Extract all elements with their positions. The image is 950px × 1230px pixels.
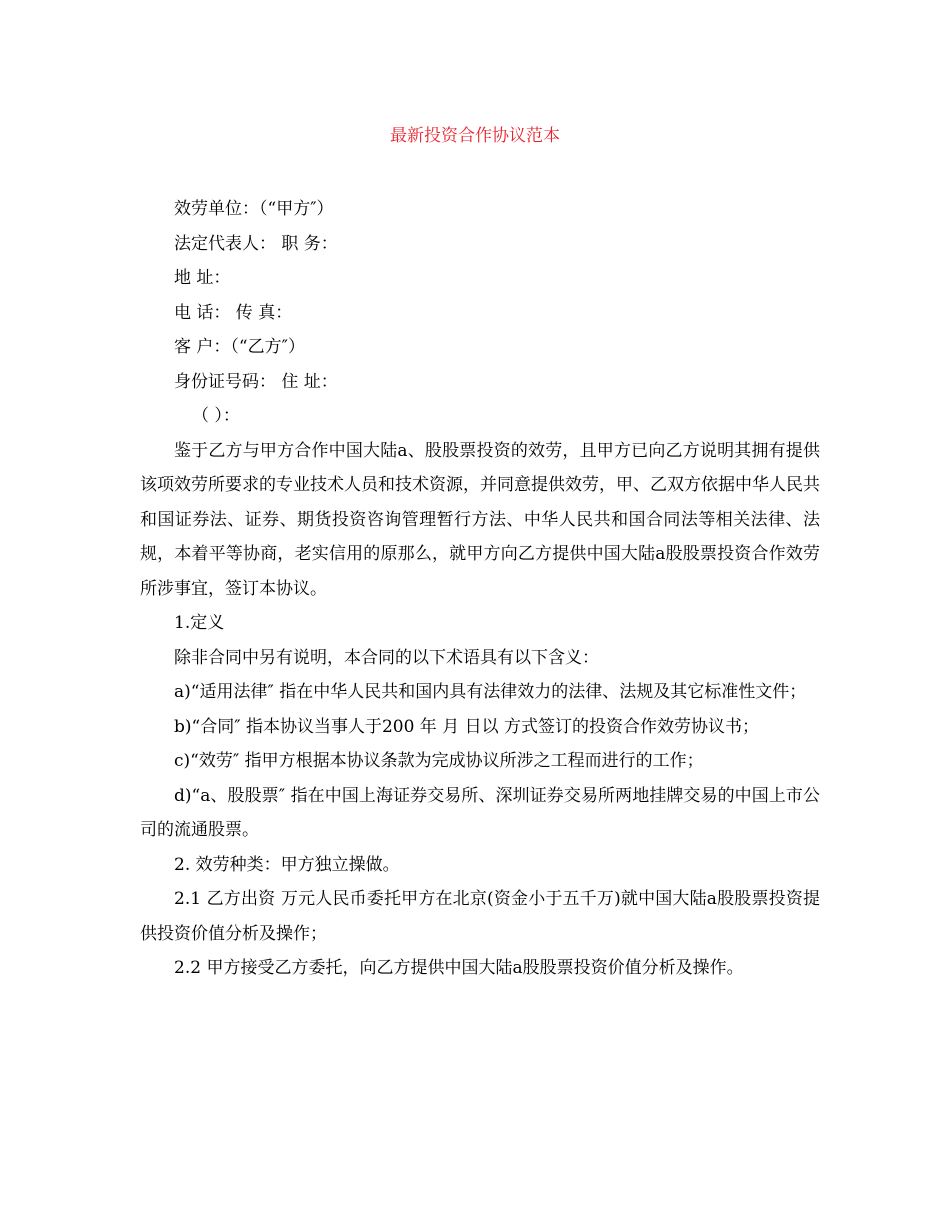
- section-heading-definitions: 1.定义: [174, 613, 225, 633]
- field-blank: （ ）：: [192, 406, 240, 426]
- paragraph-definitions-intro: 除非合同中另有说明，本合同的以下术语具有以下含义：: [174, 647, 599, 668]
- field-phone-fax: 电 话： 传 真：: [174, 302, 293, 323]
- paragraph-preamble: 鉴于乙方与甲方合作中国大陆a、股股票投资的效劳，且甲方已向乙方说明其拥有提供该项效劳所要求的专业技术人员和技术资源，并同意提供效劳，甲、乙双方依据中华人民共和国证券法、证券、期货投资咨询管理暂行方法、中华人民共和国合同法等相关法律、法规，本着平等协商，老实信用的原那么，就甲方向乙方提供中国大陆a股股票投资合作效劳所涉事宜，签订本协议。: [140, 440, 820, 599]
- definition-applicable-law: a)“适用法律″ 指在中华人民共和国内具有法律效力的法律、法规及其它标准性文件；: [174, 682, 807, 702]
- definition-service: c)“效劳″ 指甲方根据本协议条款为完成协议所涉之工程而进行的工作；: [174, 751, 704, 771]
- field-id-number: 身份证号码： 住 址：: [174, 371, 338, 392]
- clause-2-2: 2.2 甲方接受乙方委托，向乙方提供中国大陆a股股票投资价值分析及操作。: [174, 958, 744, 978]
- field-legal-representative: 法定代表人： 职 务：: [174, 233, 338, 254]
- clause-2-1: 2.1 乙方出资 万元人民币委托甲方在北京(资金小于五千万)就中国大陆a股股票投资提供投资价值分析及操作；: [140, 889, 820, 944]
- document-title: 最新投资合作协议范本: [390, 126, 560, 146]
- field-address: 地 址：: [174, 268, 231, 288]
- section-heading-service-type: 2. 效劳种类：甲方独立操做。: [174, 854, 400, 875]
- field-service-unit: 效劳单位：（“甲方″）: [174, 199, 334, 219]
- document-body: [140, 192, 820, 986]
- definition-contract: b)“合同″ 指本协议当事人于200 年 月 日以 方式签订的投资合作效劳协议书；: [174, 716, 760, 737]
- field-client: 客 户：（“乙方″）: [174, 337, 305, 357]
- definition-a-shares: d)“a、股股票″ 指在中国上海证券交易所、深圳证券交易所两地挂牌交易的中国上市公司的流通股票。: [140, 785, 820, 840]
